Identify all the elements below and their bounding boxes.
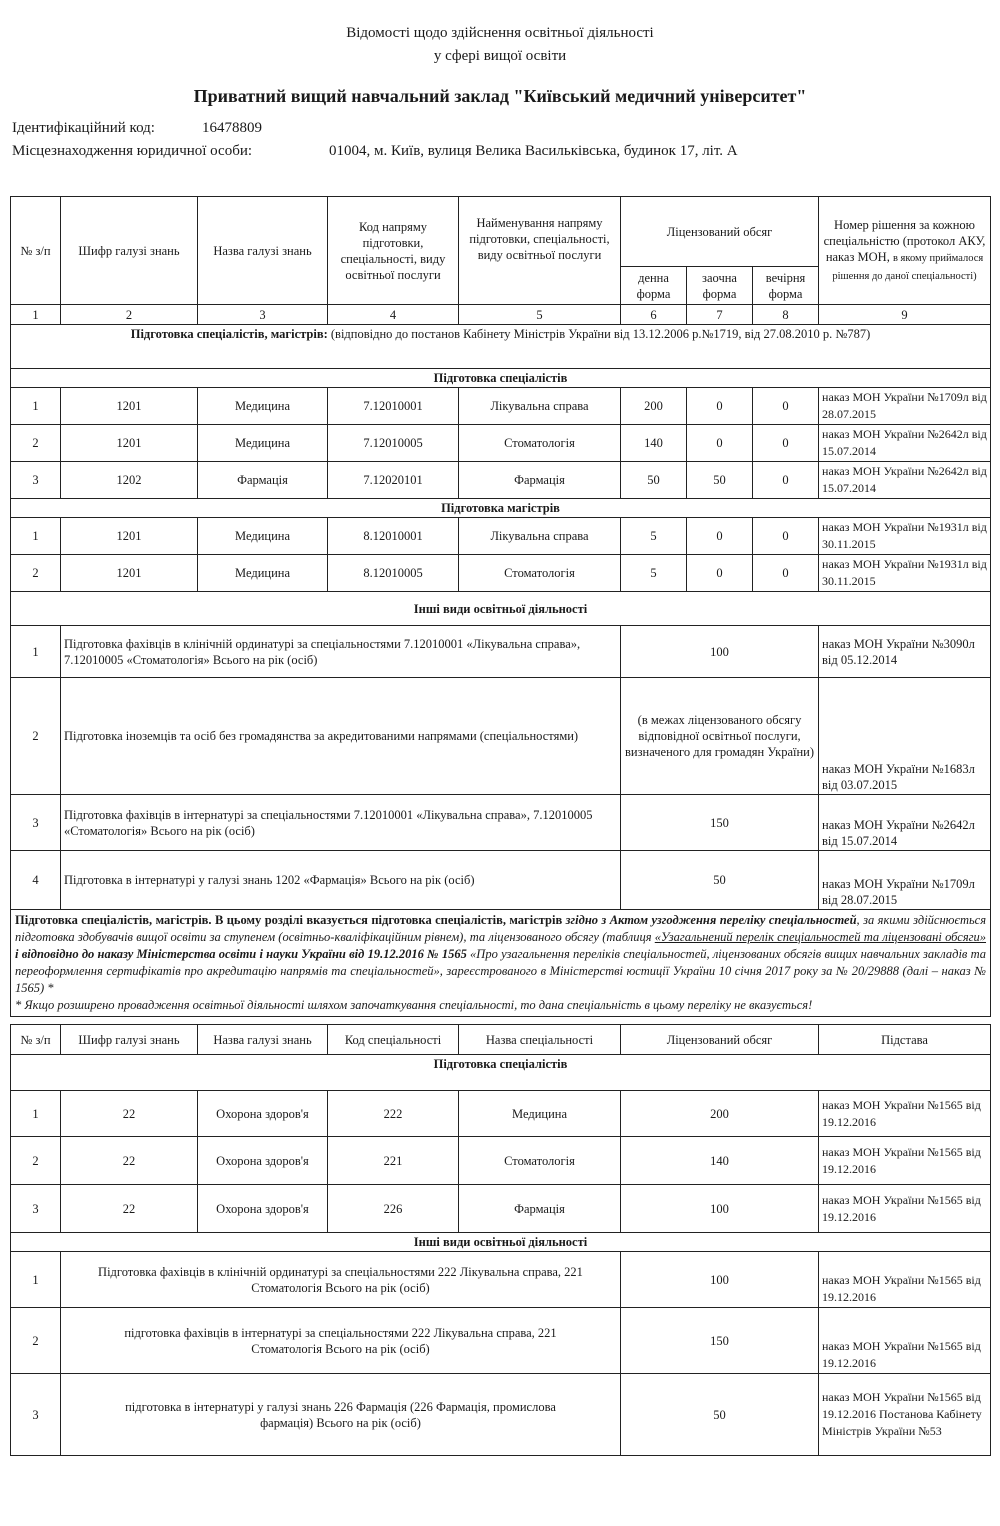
licensed-volume: 140: [621, 1137, 819, 1185]
header-field-code: Шифр галузі знань: [61, 1025, 198, 1055]
table-row: [11, 462, 991, 499]
field-name: Медицина: [198, 518, 328, 555]
table-row: [11, 1252, 991, 1308]
col-num: 8: [753, 305, 819, 325]
decision-basis: наказ МОН України №1683л від 03.07.2015: [819, 678, 991, 795]
field-name: Медицина: [198, 425, 328, 462]
spec-name: Фармація: [459, 462, 621, 499]
row-number: 1: [11, 626, 61, 678]
extramural-volume: 0: [687, 425, 753, 462]
address-value: 01004, м. Київ, вулиця Велика Васильківська, будинок 17, літ. А: [329, 143, 738, 159]
col-num: 9: [819, 305, 991, 325]
evening-volume: 0: [753, 462, 819, 499]
activity-description: підготовка фахівців в інтернатурі за спеціальностями 222 Лікувальна справа, 221 Стоматологія Всього на рік (осіб): [61, 1308, 621, 1374]
id-code-row: [12, 120, 262, 137]
field-name: Охорона здоров'я: [198, 1185, 328, 1233]
note-bold-italic: згідно з Актом узгодження переліку спеціальностей: [565, 913, 857, 927]
decision-basis: наказ МОН України №3090л від 05.12.2014: [819, 626, 991, 678]
spec-name: Медицина: [459, 1091, 621, 1137]
basis: наказ МОН України №1565 від 19.12.2016 Постанова Кабінету Міністрів України №53: [819, 1374, 991, 1456]
header-licensed-volume: Ліцензований обсяг: [621, 197, 819, 267]
basis: наказ МОН України №1565 від 19.12.2016: [819, 1137, 991, 1185]
decision-basis: наказ МОН України №2642л від 15.07.2014: [819, 462, 991, 499]
header-direction-code: Код напряму підготовки, спеціальності, виду освітньої послуги: [328, 197, 459, 305]
table-row: [11, 851, 991, 910]
spec-code: 222: [328, 1091, 459, 1137]
table-row: [11, 795, 991, 851]
spec-name: Лікувальна справа: [459, 388, 621, 425]
day-volume: 5: [621, 555, 687, 592]
header-field-name: Назва галузі знань: [198, 197, 328, 305]
table-row: [11, 1374, 991, 1456]
spec-name: Стоматологія: [459, 425, 621, 462]
spec-code: 7.12010005: [328, 425, 459, 462]
spec-code: 226: [328, 1185, 459, 1233]
row-number: 1: [11, 1091, 61, 1137]
section-other: Інші види освітньої діяльності: [11, 592, 991, 626]
day-volume: 5: [621, 518, 687, 555]
document-title: [0, 22, 1000, 68]
section-specialists: Підготовка спеціалістів: [11, 369, 991, 388]
note-italic-2: «Про узагальнення переліків спеціальностей, ліцензованих обсягів вищих навчальних закладів та переоформлення сертифікатів про акредитацію напрямів та спеціальностей», зареєстрованого в Міністерстві юстиції України 10 січня 2017 року за № 20/29888 (далі – наказ № 1565) *: [15, 947, 987, 995]
day-volume: 50: [621, 462, 687, 499]
spec-code: 8.12010001: [328, 518, 459, 555]
extramural-volume: 0: [687, 518, 753, 555]
day-volume: 140: [621, 425, 687, 462]
row-number: 3: [11, 462, 61, 499]
header-field-name: Назва галузі знань: [198, 1025, 328, 1055]
table-row: [11, 626, 991, 678]
activity-volume: 50: [621, 851, 819, 910]
row-number: 2: [11, 678, 61, 795]
field-code: 1202: [61, 462, 198, 499]
row-number: 2: [11, 1137, 61, 1185]
note-italic: , за якими здійснюється підготовка здобувачів вищої освіти за ступенем (освітньо-кваліфікаційним рівнем), та ліцензованого обсягу (таблиця: [15, 913, 987, 944]
field-name: Охорона здоров'я: [198, 1137, 328, 1185]
id-code-label: Ідентифікаційний код:: [12, 120, 155, 136]
section-specialists: Підготовка спеціалістів: [11, 1055, 991, 1091]
row-number: 3: [11, 1374, 61, 1456]
table-row: [11, 555, 991, 592]
field-code: 1201: [61, 425, 198, 462]
row-number: 1: [11, 1252, 61, 1308]
activity-volume: 50: [621, 1374, 819, 1456]
header-spec-code: Код спеціальності: [328, 1025, 459, 1055]
decision-basis: наказ МОН України №1709л від 28.07.2015: [819, 851, 991, 910]
decision-basis: наказ МОН України №2642л від 15.07.2014: [819, 425, 991, 462]
activity-description: Підготовка іноземців та осіб без громадянства за акредитованими напрямами (спеціальностями): [61, 678, 621, 795]
table-row: [11, 1185, 991, 1233]
title-line-2: у сфері вищої освіти: [433, 48, 567, 64]
table-row: [11, 1308, 991, 1374]
table-row: [11, 1137, 991, 1185]
day-volume: 200: [621, 388, 687, 425]
spec-name: Стоматологія: [459, 1137, 621, 1185]
header-number: № з/п: [11, 1025, 61, 1055]
field-name: Охорона здоров'я: [198, 1091, 328, 1137]
spec-code: 7.12020101: [328, 462, 459, 499]
column-number-row: [11, 305, 991, 325]
header-extramural-form: заочна форма: [687, 267, 753, 305]
col-num: 2: [61, 305, 198, 325]
spec-code: 7.12010001: [328, 388, 459, 425]
col-num: 3: [198, 305, 328, 325]
header-decision-number: [819, 197, 991, 305]
field-code: 22: [61, 1137, 198, 1185]
table-row: [11, 1091, 991, 1137]
institution-name: Приватний вищий навчальний заклад "Київський медичний університет": [193, 86, 807, 106]
field-name: Медицина: [198, 555, 328, 592]
table-row: [11, 678, 991, 795]
licensed-volume: 100: [621, 1185, 819, 1233]
licensed-volume: 200: [621, 1091, 819, 1137]
decision-basis: наказ МОН України №1931л від 30.11.2015: [819, 555, 991, 592]
row-number: 1: [11, 388, 61, 425]
field-code: 22: [61, 1091, 198, 1137]
basis: наказ МОН України №1565 від 19.12.2016: [819, 1091, 991, 1137]
title-line-1: Відомості щодо здійснення освітньої діяльності: [346, 25, 654, 41]
field-code: 1201: [61, 555, 198, 592]
row-number: 1: [11, 518, 61, 555]
activity-description: підготовка в інтернатурі у галузі знань 226 Фармація (226 Фармація, промислова фармація) Всього на рік (осіб): [61, 1374, 621, 1456]
licensing-table-new: [10, 1024, 991, 1456]
row-number: 3: [11, 1185, 61, 1233]
table-row: [11, 425, 991, 462]
field-name: Фармація: [198, 462, 328, 499]
extramural-volume: 0: [687, 555, 753, 592]
activity-volume: 100: [621, 626, 819, 678]
evening-volume: 0: [753, 388, 819, 425]
evening-volume: 0: [753, 518, 819, 555]
col-num: 1: [11, 305, 61, 325]
header-decision-main: Номер рішення за кожною спеціальністю (протокол АКУ, наказ МОН,: [823, 217, 986, 264]
header-basis: Підстава: [819, 1025, 991, 1055]
basis: наказ МОН України №1565 від 19.12.2016: [819, 1185, 991, 1233]
activity-volume: (в межах ліцензованого обсягу відповідної освітньої послуги, визначеного для громадян України): [621, 678, 819, 795]
decision-basis: наказ МОН України №1931л від 30.11.2015: [819, 518, 991, 555]
spec-code: 221: [328, 1137, 459, 1185]
section-masters: Підготовка магістрів: [11, 499, 991, 518]
evening-volume: 0: [753, 555, 819, 592]
header-decision-small: в якому приймалося рішення до даної спеціальності): [832, 252, 984, 282]
activity-volume: 150: [621, 795, 819, 851]
col-num: 7: [687, 305, 753, 325]
decision-basis: наказ МОН України №2642л від 15.07.2014: [819, 795, 991, 851]
col-num: 4: [328, 305, 459, 325]
intro-bold: Підготовка спеціалістів, магістрів:: [130, 327, 328, 341]
activity-volume: 150: [621, 1308, 819, 1374]
spec-name: Лікувальна справа: [459, 518, 621, 555]
explanatory-note: [11, 910, 991, 1017]
row-number: 4: [11, 851, 61, 910]
col-num: 6: [621, 305, 687, 325]
spec-name: Стоматологія: [459, 555, 621, 592]
activity-description: Підготовка фахівців в клінічній ординатурі за спеціальностями 7.12010001 «Лікувальна справа», 7.12010005 «Стоматологія» Всього на рік (осіб): [61, 626, 621, 678]
basis: наказ МОН України №1565 від 19.12.2016: [819, 1252, 991, 1308]
header-evening-form: вечірня форма: [753, 267, 819, 305]
header-direction-name: Найменування напряму підготовки, спеціальності, виду освітньої послуги: [459, 197, 621, 305]
activity-description: Підготовка фахівців в клінічній ординатурі за спеціальностями 222 Лікувальна справа, 221 Стоматологія Всього на рік (осіб): [61, 1252, 621, 1308]
col-num: 5: [459, 305, 621, 325]
header-number: № з/п: [11, 197, 61, 305]
licensing-table-old: [10, 196, 991, 1017]
field-code: 22: [61, 1185, 198, 1233]
decision-basis: наказ МОН України №1709л від 28.07.2015: [819, 388, 991, 425]
row-number: 2: [11, 425, 61, 462]
header-spec-name: Назва спеціальності: [459, 1025, 621, 1055]
header-licensed-volume: Ліцензований обсяг: [621, 1025, 819, 1055]
activity-description: Підготовка в інтернатурі у галузі знань 1202 «Фармація» Всього на рік (осіб): [61, 851, 621, 910]
row-number: 3: [11, 795, 61, 851]
spec-name: Фармація: [459, 1185, 621, 1233]
header-day-form: денна форма: [621, 267, 687, 305]
note-bold: Підготовка спеціалістів, магістрів. В цьому розділі вказується підготовка спеціалістів, магістрів: [15, 913, 566, 927]
spec-code: 8.12010005: [328, 555, 459, 592]
row-number: 2: [11, 555, 61, 592]
note-order-reference: і відповідно до наказу Міністерства освіти і науки України від 19.12.2016 № 1565: [15, 947, 467, 961]
header-field-code: Шифр галузі знань: [61, 197, 198, 305]
row-number: 2: [11, 1308, 61, 1374]
evening-volume: 0: [753, 425, 819, 462]
address-label: Місцезнаходження юридичної особи:: [12, 143, 253, 159]
activity-volume: 100: [621, 1252, 819, 1308]
extramural-volume: 50: [687, 462, 753, 499]
id-code-value: 16478809: [202, 120, 262, 136]
field-name: Медицина: [198, 388, 328, 425]
section-other: Інші види освітньої діяльності: [11, 1233, 991, 1252]
table-row: [11, 388, 991, 425]
field-code: 1201: [61, 518, 198, 555]
basis: наказ МОН України №1565 від 19.12.2016: [819, 1308, 991, 1374]
activity-description: Підготовка фахівців в інтернатурі за спеціальностями 7.12010001 «Лікувальна справа», 7.12010005 «Стоматологія» Всього на рік (осіб): [61, 795, 621, 851]
intro-row: [11, 325, 991, 369]
field-code: 1201: [61, 388, 198, 425]
table-row: [11, 518, 991, 555]
note-table-link: «Узагальнений перелік спеціальностей та ліцензовані обсяги»: [654, 930, 987, 944]
address-row: [12, 143, 738, 160]
note-footnote: * Якщо розширено провадження освітньої діяльності шляхом започаткування спеціальності, то дана спеціальність в цьому переліку не вказується!: [15, 998, 813, 1012]
extramural-volume: 0: [687, 388, 753, 425]
intro-text: (відповідно до постанов Кабінету Міністрів України від 13.12.2006 р.№1719, від 27.08.2010 р. №787): [327, 327, 871, 341]
